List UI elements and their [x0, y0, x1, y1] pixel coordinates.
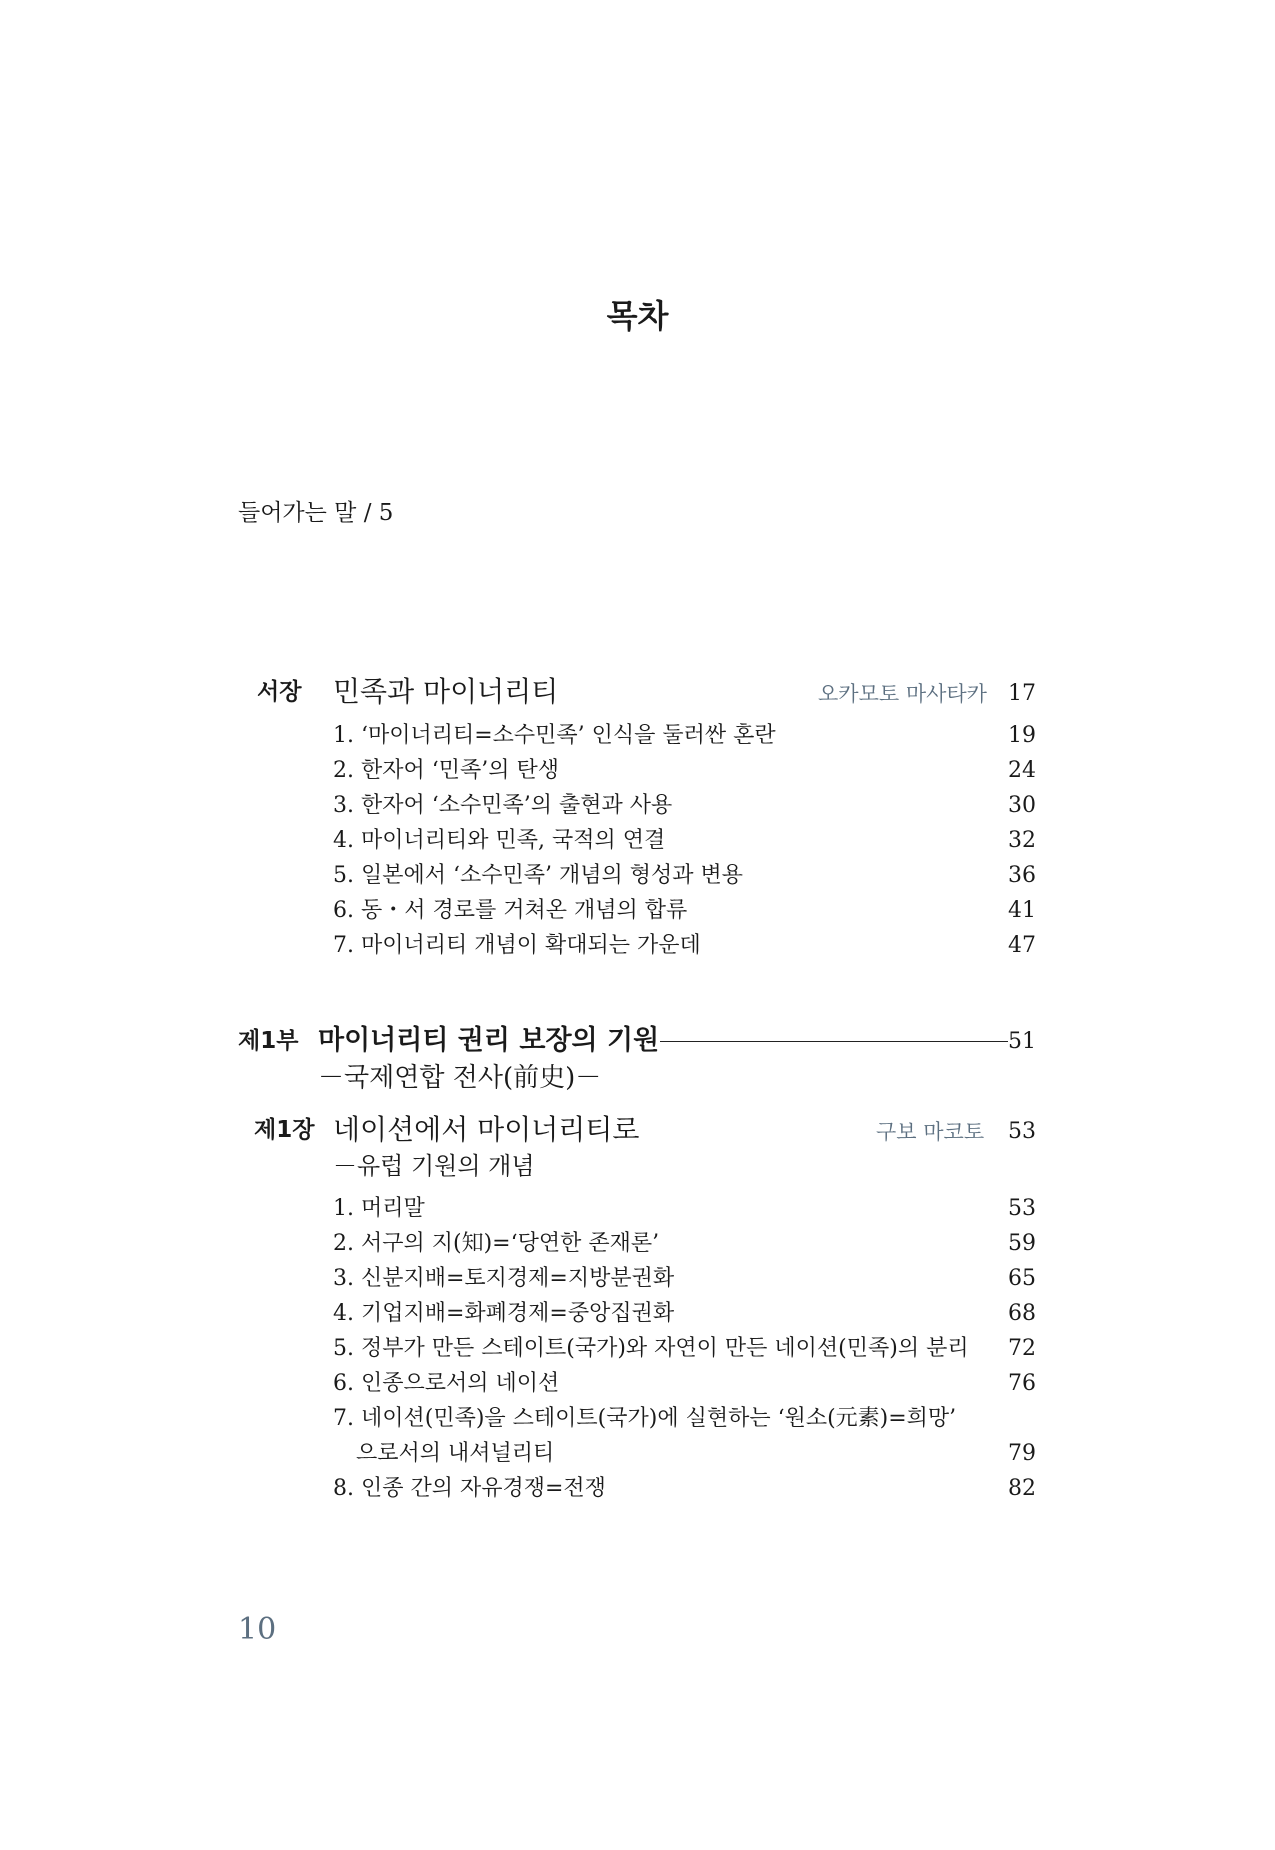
toc-item-page: 65 — [1008, 1266, 1036, 1291]
toc-item[interactable]: 2. 한자어 ‘민족’의 탄생 — [333, 758, 559, 783]
toc-item-page: 53 — [1008, 1196, 1036, 1221]
toc-item[interactable]: 5. 일본에서 ‘소수민족’ 개념의 형성과 변용 — [333, 863, 743, 888]
toc-item[interactable]: 7. 마이너리티 개념이 확대되는 가운데 — [333, 933, 701, 958]
part1-page: 51 — [1008, 1029, 1036, 1054]
chapter1-author: 구보 마코토 — [876, 1120, 985, 1144]
toc-item-page: 30 — [1008, 793, 1036, 818]
chapter1-label: 제1장 — [254, 1117, 315, 1143]
part1-title[interactable]: 마이너리티 권리 보장의 기원 — [318, 1025, 660, 1056]
toc-item[interactable]: 5. 정부가 만든 스테이트(국가)와 자연이 만든 네이션(민족)의 분리 — [333, 1336, 969, 1361]
toc-item[interactable]: 4. 기업지배=화폐경제=중앙집권화 — [333, 1301, 675, 1326]
toc-item-page: 47 — [1008, 933, 1036, 958]
toc-item-page: 76 — [1008, 1371, 1036, 1396]
prologue-author: 오카모토 마사타카 — [818, 682, 987, 706]
toc-item[interactable]: 3. 신분지배=토지경제=지방분권화 — [333, 1266, 675, 1291]
chapter1-subtitle: －유럽 기원의 개념 — [333, 1152, 535, 1180]
page-title: 목차 — [606, 297, 669, 335]
page-number: 10 — [238, 1612, 277, 1647]
toc-item-page: 36 — [1008, 863, 1036, 888]
toc-item-page: 68 — [1008, 1301, 1036, 1326]
toc-item-page: 41 — [1008, 898, 1036, 923]
toc-item-page: 19 — [1008, 723, 1036, 748]
intro-entry[interactable]: 들어가는 말 / 5 — [238, 500, 394, 526]
toc-item[interactable]: 8. 인종 간의 자유경쟁=전쟁 — [333, 1476, 606, 1501]
part1-label: 제1부 — [238, 1028, 299, 1054]
prologue-label: 서장 — [257, 679, 302, 705]
toc-item-page: 79 — [1008, 1441, 1036, 1466]
toc-item-continuation[interactable]: 으로서의 내셔널리티 — [356, 1441, 555, 1466]
toc-item-page: 82 — [1008, 1476, 1036, 1501]
part1-subtitle: －국제연합 전사(前史)－ — [318, 1063, 602, 1093]
toc-item-page: 59 — [1008, 1231, 1036, 1256]
part1-leader-line — [660, 1041, 1008, 1042]
chapter1-page: 53 — [1008, 1119, 1036, 1144]
toc-item[interactable]: 1. 머리말 — [333, 1196, 425, 1221]
chapter1-title[interactable]: 네이션에서 마이너리티로 — [333, 1113, 640, 1146]
toc-item-page: 32 — [1008, 828, 1036, 853]
toc-item[interactable]: 3. 한자어 ‘소수민족’의 출현과 사용 — [333, 793, 673, 818]
prologue-page: 17 — [1008, 681, 1036, 706]
toc-item[interactable]: 6. 인종으로서의 네이션 — [333, 1371, 560, 1396]
toc-item-page: 24 — [1008, 758, 1036, 783]
toc-item[interactable]: 7. 네이션(민족)을 스테이트(국가)에 실현하는 ‘원소(元素)=희망’ — [333, 1406, 957, 1431]
toc-item[interactable]: 4. 마이너리티와 민족, 국적의 연결 — [333, 828, 666, 853]
toc-item[interactable]: 1. ‘마이너리티=소수민족’ 인식을 둘러싼 혼란 — [333, 723, 776, 748]
toc-item[interactable]: 6. 동・서 경로를 거쳐온 개념의 합류 — [333, 898, 688, 923]
toc-item[interactable]: 2. 서구의 지(知)=‘당연한 존재론’ — [333, 1231, 660, 1256]
prologue-title[interactable]: 민족과 마이너리티 — [333, 675, 559, 708]
toc-item-page: 72 — [1008, 1336, 1036, 1361]
